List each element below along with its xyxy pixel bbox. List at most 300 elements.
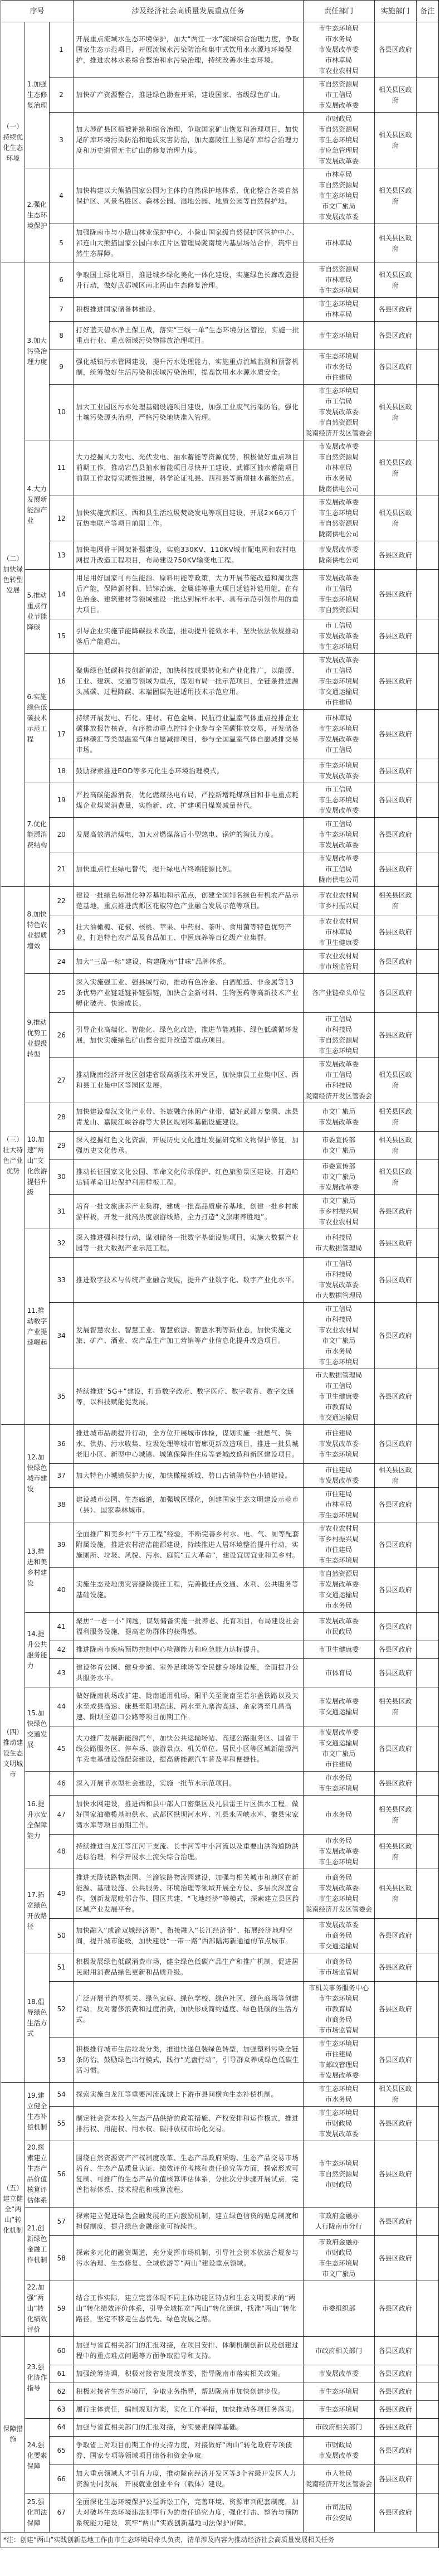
- task-number: 27: [49, 1058, 73, 1103]
- task-text: 引导企业实施节能降碳技术改造，推动提升能效水平，坚决依法依规推动落后产能退出。: [74, 619, 303, 654]
- department: 市商务局: [325, 1958, 353, 1966]
- header-resp: 责任部门: [303, 1, 374, 22]
- table-row: [1, 168, 439, 224]
- task-number: 41: [49, 1613, 73, 1641]
- table-row: [1, 783, 439, 818]
- department: 市工信局: [325, 1305, 353, 1313]
- group-label: 17.拓宽绿色开放路径: [25, 1869, 49, 1953]
- department: 各产业链牵头单位: [312, 989, 366, 997]
- department: 市生态环境局: [319, 352, 359, 360]
- table-row: [1, 1464, 439, 1488]
- responsible-departments: [303, 1953, 374, 1982]
- responsible-departments: [303, 1258, 374, 1303]
- department: 市生态环境局: [319, 1556, 359, 1564]
- task-text: 发展高效清洁煤电，加大对燃煤落后小型热电、锅炉的淘汰力度。: [74, 818, 303, 852]
- department: 市发展改革委: [319, 1440, 359, 1448]
- task-text: 发展智慧农业、智慧工业、智慧旅游、智慧水利等新业态，加快实施文旅、矿产、酒业、农产品生产加工营销等产业信息化提升改造项目。: [74, 1303, 303, 1369]
- responsible-departments: [303, 1659, 374, 1687]
- department: 市发展改革委: [319, 1617, 359, 1625]
- task-number: 13: [49, 541, 73, 570]
- department: 市生态环境局: [319, 1858, 359, 1866]
- task-number: 66: [49, 2465, 73, 2493]
- task-number: 33: [49, 1258, 73, 1303]
- task-text: 实施生态及地质灾害避险搬迁工程，完善搬迁点交通、水利、公共服务等基础设施。: [74, 1568, 303, 1613]
- task-text: 推进天陇铁路物流园、兰渝铁路物流园建设，加强与相关城市和地区在新能源、基础设施、公共服务、环境治理等领域开展全方位、多层次深度合作，创新发展毗邻合作、园区共建、“飞地经济”等模式，探索建立县区跨区域产业发展平台。: [74, 1869, 303, 1919]
- remark-cell: [416, 1522, 438, 1568]
- task-text: 加快融入“成渝双城经济圈”，衔接融入“长江经济带”，拓展经济地理空间，提升城市能级，加快建设“一带一路”西部陆海新通道的节点城市。: [74, 1919, 303, 1953]
- remark-cell: [416, 1369, 438, 1425]
- department: 市文广旅局: [322, 1147, 356, 1154]
- task-text: 加快电网骨干网架补强建设，实施330KV、110KV城市配电网和农村电网提升改造工程项目，布局建设750KV输变电工程。: [74, 541, 303, 570]
- department: 市生态环境局: [319, 509, 359, 517]
- remark-cell: [416, 1229, 438, 1258]
- implementing-department: 相关县区政府: [374, 1132, 416, 1160]
- task-number: 22: [49, 887, 73, 915]
- task-text: 加大重点领域人才引育力度，推动陇南经济开发区等3个省级开发区人力资源协同发展，开展就业创业平台（载体）建设。: [74, 2465, 303, 2493]
- remark-cell: [416, 1687, 438, 1726]
- implementing-department: 各县区政府: [374, 1522, 416, 1568]
- table-row: [1, 710, 439, 759]
- department: 市发展改革委: [319, 1921, 359, 1929]
- group-label: 6.实施绿色低碳技术示范工程: [25, 654, 49, 783]
- remark-cell: [416, 440, 438, 496]
- implementing-department: 各县区政府: [374, 2107, 416, 2141]
- task-number: 16: [49, 654, 73, 710]
- task-text: 培育一批文旅康养产业集群，建成一批高品质康养基地，创建一批乡村旅游样板，开发一批高热度旅游线路，全力打造“文旅康养胜地”。: [74, 1195, 303, 1229]
- department: 市司法局: [325, 2503, 353, 2511]
- department: 市自然资源局: [319, 1570, 359, 1578]
- remark-cell: [416, 2365, 438, 2383]
- department: 市发展改革委: [319, 1060, 359, 1068]
- implementing-department: 各县区政府: [374, 1568, 416, 1613]
- implementing-department: 各县区政府: [374, 1772, 416, 1796]
- department: 市住建局: [325, 1490, 353, 1498]
- table-row: [1, 887, 439, 915]
- department: 市生态环境局: [319, 831, 359, 838]
- remark-cell: [416, 1195, 438, 1229]
- remark-cell: [416, 710, 438, 759]
- department: 市生态环境局: [319, 761, 359, 769]
- group-label: 11.推动数字产业提速崛起: [25, 1229, 49, 1425]
- table-row: [1, 263, 439, 298]
- responsible-departments: [303, 1464, 374, 1488]
- implementing-department: 相关县区政府: [374, 496, 416, 541]
- department: 市发展改革委: [319, 498, 359, 506]
- responsible-departments: [303, 350, 374, 385]
- task-number: 25: [49, 974, 73, 1013]
- table-row: [1, 2493, 439, 2533]
- department: 市发展改革委: [319, 735, 359, 743]
- department: 市林草局: [325, 171, 353, 178]
- department: 市工信局: [325, 585, 353, 593]
- table-row: [1, 1687, 439, 1726]
- task-number: 42: [49, 1641, 73, 1659]
- task-number: 50: [49, 1919, 73, 1953]
- task-number: 61: [49, 2365, 73, 2383]
- department: 市林草局: [325, 1501, 353, 1508]
- task-text: 持续开展发电、石化、建材、有色金属、民航行业温室气体重点控排企业碳排放报告核查，有序推动重点控排企业参与全国碳排放交易，开发储备造林碳汇等类型温室气体自愿减排项目，参与全国温室气体自愿减排交易市场。: [74, 710, 303, 759]
- group-label: 14.提升公共服务能力: [25, 1613, 49, 1687]
- table-row: [1, 1568, 439, 1613]
- department: 陇南供电公司: [319, 530, 359, 538]
- responsible-departments: [303, 1726, 374, 1772]
- responsible-departments: [303, 2083, 374, 2107]
- responsible-departments: [303, 783, 374, 818]
- department: 市自然资源局: [319, 419, 359, 426]
- department: 市交通运输局: [319, 1739, 359, 1747]
- department: 市发展改革委: [319, 101, 359, 109]
- table-row: [1, 1982, 439, 2037]
- task-number: 24: [49, 950, 73, 974]
- implementing-department: 各县区政府: [374, 2208, 416, 2236]
- table-row: [1, 1835, 439, 1869]
- responsible-departments: [303, 2236, 374, 2281]
- table-row: [1, 385, 439, 440]
- department: 市住建局: [325, 698, 353, 706]
- group-label: 2.强化生态环境保护: [25, 168, 49, 263]
- implementing-department: 各县区政府: [374, 541, 416, 570]
- task-text: 强化城镇污水管网建设，提升污水处理能力，实施重点流域监测和预警机制，统筹做好生活污染和流域污染治理，提高饮用水水源水质安全。: [74, 350, 303, 385]
- department: 市发展改革委: [319, 2370, 359, 2378]
- implementing-department: 各县区政府: [374, 1258, 416, 1303]
- department: 市生态环境局: [319, 1784, 359, 1792]
- department: 陇南供电公司: [319, 485, 359, 493]
- table-row: [1, 1103, 439, 1132]
- group-label: 10.加速“两山”文化旅游提档升级: [25, 1103, 49, 1229]
- responsible-departments: [303, 440, 374, 496]
- remark-cell: [416, 1641, 438, 1659]
- responsible-departments: [303, 2141, 374, 2208]
- task-number: 3: [49, 113, 73, 168]
- department: 市生态环境局: [319, 2405, 359, 2413]
- responsible-departments: [303, 2208, 374, 2236]
- responsible-departments: [303, 1522, 374, 1568]
- task-text: 加强与省直相关部门的汇报对接，在项目安排、体制机制创新以及创建过程中的重点难点问题等方面争取指导和支持。: [74, 2337, 303, 2365]
- table-row: [1, 2083, 439, 2107]
- responsible-departments: [303, 224, 374, 263]
- department: 市生态环境局: [319, 2085, 359, 2093]
- department: 市工信局: [325, 91, 353, 99]
- responsible-departments: [303, 1568, 374, 1613]
- implementing-department: 各县区政府: [374, 818, 416, 852]
- department: 市水务局: [325, 1837, 353, 1845]
- task-number: 46: [49, 1772, 73, 1796]
- task-number: 67: [49, 2493, 73, 2533]
- task-number: 29: [49, 1132, 73, 1160]
- responsible-departments: [303, 1488, 374, 1522]
- department: 市水务局: [325, 1602, 353, 1609]
- department: 市财政局: [325, 2441, 353, 2449]
- department: 市水务局: [325, 35, 353, 43]
- table-row: [1, 619, 439, 654]
- department: 市体育局: [325, 1668, 353, 1677]
- task-number: 63: [49, 2401, 73, 2419]
- responsible-departments: [303, 1835, 374, 1869]
- implementing-department: 各县区政府: [374, 2337, 416, 2365]
- responsible-departments: [303, 2401, 374, 2419]
- table-row: [1, 1869, 439, 1919]
- remark-cell: [416, 1103, 438, 1132]
- department: 市生态环境局: [319, 1358, 359, 1366]
- implementing-department: 各县区政府: [374, 710, 416, 759]
- responsible-departments: [303, 1103, 374, 1132]
- department: 市生态环境局: [319, 136, 359, 144]
- task-text: 深入开展节水型社会建设，实施一批节水示范项目。: [74, 1772, 303, 1796]
- department: 市财政局: [325, 2180, 353, 2189]
- department: 市乡村振兴局: [319, 902, 359, 910]
- department: 陇南供电公司: [319, 556, 359, 564]
- remark-cell: [416, 2208, 438, 2236]
- implementing-department: 相关县区政府: [374, 887, 416, 915]
- department: 市水务局: [325, 363, 353, 371]
- department: 市发展改革委: [319, 1477, 359, 1485]
- department: 市财政局: [325, 2119, 353, 2127]
- group-label: 4.大力发展新能源产业: [25, 440, 49, 570]
- department: 市水务局: [325, 474, 353, 482]
- department: 市农业农村局: [319, 952, 359, 960]
- implementing-department: 各县区政府: [374, 654, 416, 710]
- responsible-departments: [303, 2037, 374, 2083]
- department: 市工信局: [325, 1071, 353, 1079]
- responsible-departments: [303, 915, 374, 950]
- remark-cell: [416, 887, 438, 915]
- task-number: 26: [49, 1013, 73, 1058]
- table-row: [1, 1726, 439, 1772]
- task-text: 加快重点行业绿电替代，提升绿电占终端能源比例。: [74, 852, 303, 887]
- task-number: 38: [49, 1488, 73, 1522]
- task-text: 争取省上对项目前期工作的支持力度，对接做好“两山”转化政府专项债券、国家专项等领域项目储备和资金争取。: [74, 2437, 303, 2465]
- task-number: 48: [49, 1835, 73, 1869]
- department: 市林草局: [325, 56, 353, 64]
- table-row: [1, 224, 439, 263]
- task-number: 59: [49, 2281, 73, 2337]
- remark-cell: [416, 1919, 438, 1953]
- section-label: （三）壮大特色产业优势: [1, 887, 25, 1425]
- department: 市生态环境局: [319, 287, 359, 294]
- department: 市发展改革委: [319, 1580, 359, 1588]
- task-number: 5: [49, 224, 73, 263]
- task-text: 打好蓝天碧水净土保卫战，落实“三线一单”生态环境分区管控，实施一批重点行业、重点领域污染物排放治理项目。: [74, 322, 303, 350]
- task-number: 6: [49, 263, 73, 298]
- department: 市发展改革委: [319, 1118, 359, 1126]
- task-number: 23: [49, 915, 73, 950]
- task-text: 全面深化生态环境保护公益诉讼工作，完善环境、资源审判配套制度，加大对破坏生态环境违法犯罪行为的责任追究力度，强化打击、整治与预防系统能力建设，筑牢“两山”实践创新基地司法保护屏障。: [74, 2493, 303, 2533]
- table-row: [1, 440, 439, 496]
- table-row: [1, 1369, 439, 1425]
- department: 市公安局: [325, 2514, 353, 2522]
- department: 市生态环境局: [319, 2159, 359, 2167]
- remark-cell: [416, 1464, 438, 1488]
- task-number: 11: [49, 440, 73, 496]
- department: 市商务局: [325, 1932, 353, 1939]
- group-label: 9.推动优势工业提级转型: [25, 974, 49, 1103]
- table-row: [1, 1772, 439, 1796]
- implementing-department: 相关县区政府: [374, 168, 416, 224]
- remark-cell: [416, 113, 438, 168]
- table-row: [1, 1641, 439, 1659]
- department: 市发展改革委: [319, 656, 359, 664]
- task-text: 推进城市品质提升行动，全方位开展城市体检，谋划实施一批燃气、供水、供热、污水收集、垃圾处理等城市管廊更新改造项目，推进一批县城老旧小区、新型中心城镇、城镇保障性住房等老城改造和新区建设项目。: [74, 1425, 303, 1464]
- section-label: （四）推动建设生态文明城市: [1, 1425, 25, 2083]
- table-row: [1, 570, 439, 619]
- department: 市文广旅局: [322, 1197, 356, 1205]
- responsible-departments: [303, 1613, 374, 1641]
- group-label: 12.加快绿色城市建设: [25, 1425, 49, 1522]
- responsible-departments: [303, 1369, 374, 1425]
- group-label: 16.提升水安全保障能力: [25, 1772, 49, 1869]
- department: 市农业农村局: [319, 67, 359, 75]
- task-text: 探索实施白龙江等重要河流流域上下游市县间横向生态补偿机制。: [74, 2083, 303, 2107]
- department: 陇南经济开发区管委会: [305, 1092, 373, 1100]
- table-header-row: [1, 1, 439, 22]
- department: 市工信局: [325, 1382, 353, 1390]
- remark-cell: [416, 974, 438, 1013]
- remark-cell: [416, 1488, 438, 1522]
- responsible-departments: [303, 496, 374, 541]
- task-text: 探索建立促进绿色金融发展的正向激励机制，建立绿色信贷的贴息制度和担保制度，提升绿色金融商业可持续性。: [74, 2208, 303, 2236]
- department: 市交通运输局: [319, 1707, 359, 1716]
- remark-cell: [416, 2383, 438, 2401]
- remark-cell: [416, 783, 438, 818]
- table-row: [1, 113, 439, 168]
- table-row: [1, 1229, 439, 1258]
- remark-cell: [416, 1659, 438, 1687]
- department: 市科技局: [325, 1081, 353, 1089]
- department: 市发展改革委: [319, 2130, 359, 2138]
- department: 市大数据管理局: [315, 1292, 363, 1299]
- implementing-department: 相关县区政府: [374, 385, 416, 440]
- department: 市生态环境局: [319, 2259, 359, 2267]
- task-text: 加强陇南市与小陇山林业保护中心、小陇山国家级自然保护区管护中心、祁连山大熊猫国家公园白水江片区管理局陇南境内基层场站合作，筑牢自然生态屏障。: [74, 224, 303, 263]
- responsible-departments: [303, 322, 374, 350]
- department: 市农业农村局: [319, 1326, 359, 1334]
- table-row: [1, 1132, 439, 1160]
- department: 市工信局: [325, 865, 353, 873]
- task-text: 加强统筹协调，积极对接省发展改革委，指导陇南市落实相关政策。: [74, 2365, 303, 2383]
- department: 市工信局: [325, 667, 353, 675]
- table-row: [1, 654, 439, 710]
- department: 市科技局: [325, 1234, 353, 1241]
- department: 市发展改革委: [319, 807, 359, 814]
- responsible-departments: [303, 759, 374, 783]
- department: 市发展改革委: [319, 213, 359, 221]
- department: 市生态环境局: [319, 1895, 359, 1903]
- department: 市发展改革委: [319, 1884, 359, 1892]
- remark-cell: [416, 2465, 438, 2493]
- table-row: [1, 298, 439, 322]
- table-row: [1, 2465, 439, 2493]
- task-text: 推进陇南市疾病预防控制中心检测能力和应急能力达标提升。: [74, 1641, 303, 1659]
- department: 市大数据管理局: [315, 1371, 363, 1379]
- responsible-departments: [303, 654, 374, 710]
- department: 市农业农村局: [319, 1525, 359, 1532]
- task-text: 深入实施强工业、强县域行动，推动有色冶金、白酒酿造、非金属等13条优势产业链延链补链强链，加快合金新材料、生物医药等高新技术产业孵化破壳、快速成长。: [74, 974, 303, 1013]
- responsible-departments: [303, 168, 374, 224]
- department: 市生态环境局: [319, 643, 359, 651]
- department: 市机关事务服务中心: [309, 1984, 369, 1992]
- remark-cell: [416, 78, 438, 113]
- table-note: *注：创建“两山”实践创新基地工作由市生态环境局牵头负责，清单涉及内容为推动经济社会高质量发展相关任务: [1, 2533, 439, 2548]
- group-label: 15.加快绿色交通发展: [25, 1687, 49, 1772]
- task-text: 用足用好国家可再生能源、原料用能等政策，大力开展节能改造和淘汰落后产能，保障新材料、铅锌冶炼、金属硅等重大项目延链补链用能，在有色冶金、建筑建材等领域建设一批达到标杆水平、具有示范引领作用的重大项目。: [74, 570, 303, 619]
- department: 市生态环境局: [319, 331, 359, 339]
- task-number: 1: [49, 22, 73, 78]
- task-text: 推动长征国家文化公园、革命文化传承保护、红色旅游景区建设，打造哈达铺革命旧址保护利用样板工程。: [74, 1160, 303, 1195]
- task-text: 做好陇南机场改扩建、陇南通用机场、阳平关至陇南至若尔盖铁路以及天水至成县高速、康县至阳坝高速、两水至九寨沟高速、余家湾至几昌高速、阳坝至碧口公路等项目前期工作。: [74, 1687, 303, 1726]
- department: 市商务局: [325, 2016, 353, 2024]
- task-text: 广泛开展节约型机关、绿色家庭、绿色学校、绿色社区、绿色商场等创建行动，反对奢侈浪费和过度消费，加快形成简约适度、绿色低碳的生活方式。: [74, 1982, 303, 2037]
- remark-cell: [416, 168, 438, 224]
- implementing-department: 相关县区政府: [374, 78, 416, 113]
- implementing-department: 各县区政府: [374, 1303, 416, 1369]
- group-label: 23.强化协作指导: [25, 2337, 49, 2419]
- remark-cell: [416, 2107, 438, 2141]
- task-number: 34: [49, 1303, 73, 1369]
- department: 市生态环境局: [319, 2109, 359, 2117]
- department: 市林草局: [325, 276, 353, 284]
- responsible-departments: [303, 852, 374, 887]
- department: 市自然资源局: [319, 125, 359, 133]
- department: 市教育局: [325, 1403, 353, 1411]
- section-label: （一）持续优化生态环境: [1, 22, 25, 263]
- implementing-department: 各县区政府: [374, 1726, 416, 1772]
- task-text: 聚焦“一老一小”问题，谋划储备实施一批养老、托育项目，布局建设社会福利服务设施，提高老幼群体的获得感。: [74, 1613, 303, 1641]
- implementing-department: 各县区政府: [374, 619, 416, 654]
- remark-cell: [416, 385, 438, 440]
- department: 市交通运输局: [319, 1942, 359, 1950]
- responsible-departments: [303, 541, 374, 570]
- table-row: [1, 2208, 439, 2236]
- remark-cell: [416, 619, 438, 654]
- group-label: 21.创新绿色金融工作机制: [25, 2208, 49, 2281]
- task-text: 加快建设秦汉文化产业带、茶旅融合休闲产业带，做好武都万象洞、康县青龙山、嘉陵江峡谷群等大景区规划和基础设施建设。: [74, 1103, 303, 1132]
- responsible-departments: [303, 113, 374, 168]
- table-row: [1, 1013, 439, 1058]
- implementing-department: 各县区政府: [374, 1488, 416, 1522]
- implementing-department: 相关县区政府: [374, 2083, 416, 2107]
- remark-cell: [416, 1568, 438, 1613]
- task-number: 12: [49, 496, 73, 541]
- task-number: 60: [49, 2337, 73, 2365]
- department: 市工信局: [325, 1015, 353, 1023]
- department: 市自然资源局: [319, 606, 359, 614]
- implementing-department: 各县区政府: [374, 783, 416, 818]
- implementing-department: 各县区政府: [374, 1953, 416, 1982]
- department: 市农业农村局: [319, 918, 359, 925]
- responsible-departments: [303, 818, 374, 852]
- remark-cell: [416, 1982, 438, 2037]
- task-number: 9: [49, 350, 73, 385]
- task-number: 20: [49, 818, 73, 852]
- department: 市发展改革委: [319, 2452, 359, 2459]
- task-number: 17: [49, 710, 73, 759]
- implementing-department: 各县区政府: [374, 1195, 416, 1229]
- department: 市卫生健康委: [319, 939, 359, 947]
- department: 市生态环境局: [319, 677, 359, 685]
- note-row: [1, 2533, 439, 2548]
- department: 市生态环境局: [319, 1995, 359, 2002]
- department: 市政府相关部门: [315, 2423, 363, 2431]
- department: 市水务局: [325, 2095, 353, 2103]
- remark-cell: [416, 1058, 438, 1103]
- task-text: 聚焦绿色低碳科技创新前沿，加快科技成果转化和产业化推广，以能源、工业、建筑、交通等领域为重点，谋划布局一批示范项目，全链条推进源头减碳、过程降碳、末端固碳先进适用技术示范应用。: [74, 654, 303, 710]
- department: 市生态环境局: [319, 2040, 359, 2048]
- implementing-department: 各县区政府: [374, 2383, 416, 2401]
- remark-cell: [416, 1796, 438, 1835]
- implementing-department: 各县区政府: [374, 22, 416, 78]
- department: 市交通运输局: [319, 1591, 359, 1599]
- table-row: [1, 2437, 439, 2465]
